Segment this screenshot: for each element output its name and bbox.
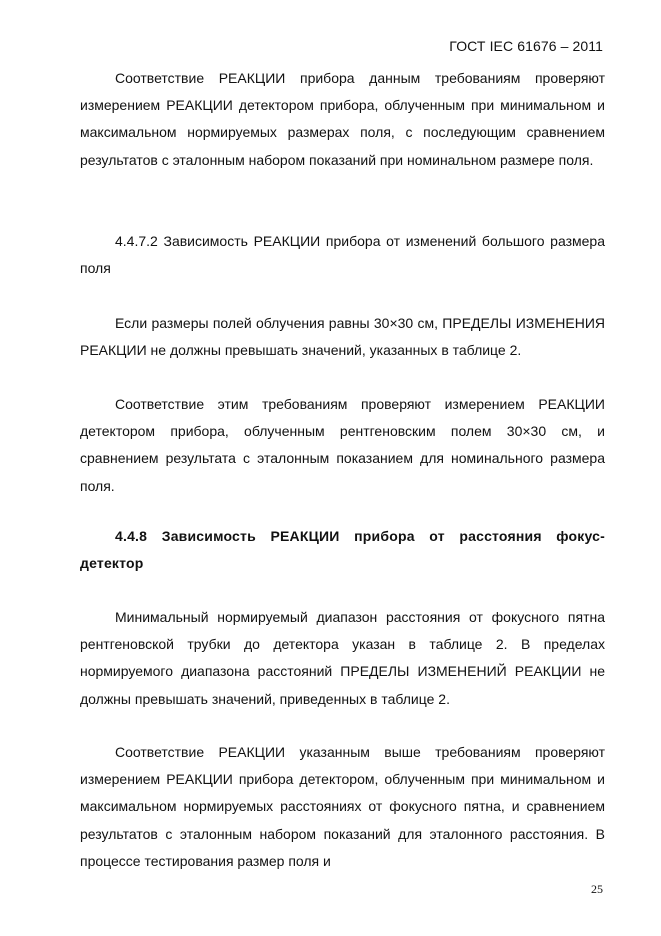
subsection-heading-4-4-7-2: 4.4.7.2 Зависимость РЕАКЦИИ прибора от изменений большого размера поля [80,233,605,277]
document-header: ГОСТ IEC 61676 – 2011 [449,38,603,54]
paragraph-field-30x30-limits: Если размеры полей облучения равны 30×30 см, ПРЕДЕЛЫ ИЗМЕНЕНИЯ РЕАКЦИИ не должны превышать значений, указанных в таблице 2. [80,315,605,359]
paragraph-distance-range: Минимальный нормируемый диапазон расстояния от фокусного пятна рентгеновской трубки до детектора указан в таблице 2. В пределах нормируемого диапазона расстояний ПРЕДЕЛЫ ИЗМЕНЕНИЙ РЕАКЦИИ не должны превышать значений, приведенных в таблице 2. [80,609,605,707]
paragraph-compliance-distance: Соответствие РЕАКЦИИ указанным выше требованиям проверяют измерением РЕАКЦИИ прибора детектором, облученным при минимальном и максимальном нормируемых расстояниях от фокусного пятна, и сравнением результатов с эталонным набором показаний для эталонного расстояния. В процессе тестирования размер поля и [80,744,605,869]
paragraph-compliance-30x30: Соответствие этим требованиям проверяют измерением РЕАКЦИИ детектором прибора, облученным рентгеновским полем 30×30 см, и сравнением результата с эталонным показанием для номинального размера поля. [80,396,605,494]
section-heading-4-4-8: 4.4.8 Зависимость РЕАКЦИИ прибора от расстояния фокус-детектор [80,528,605,572]
page-number: 25 [591,882,603,896]
paragraph-compliance-field-size: Соответствие РЕАКЦИИ прибора данным требованиям проверяют измерением РЕАКЦИИ детектором прибора, облученным при минимальном и максимальном нормируемых размерах поля, с последующим сравнением результатов с эталонным набором показаний при номинальном размере поля. [80,70,605,168]
